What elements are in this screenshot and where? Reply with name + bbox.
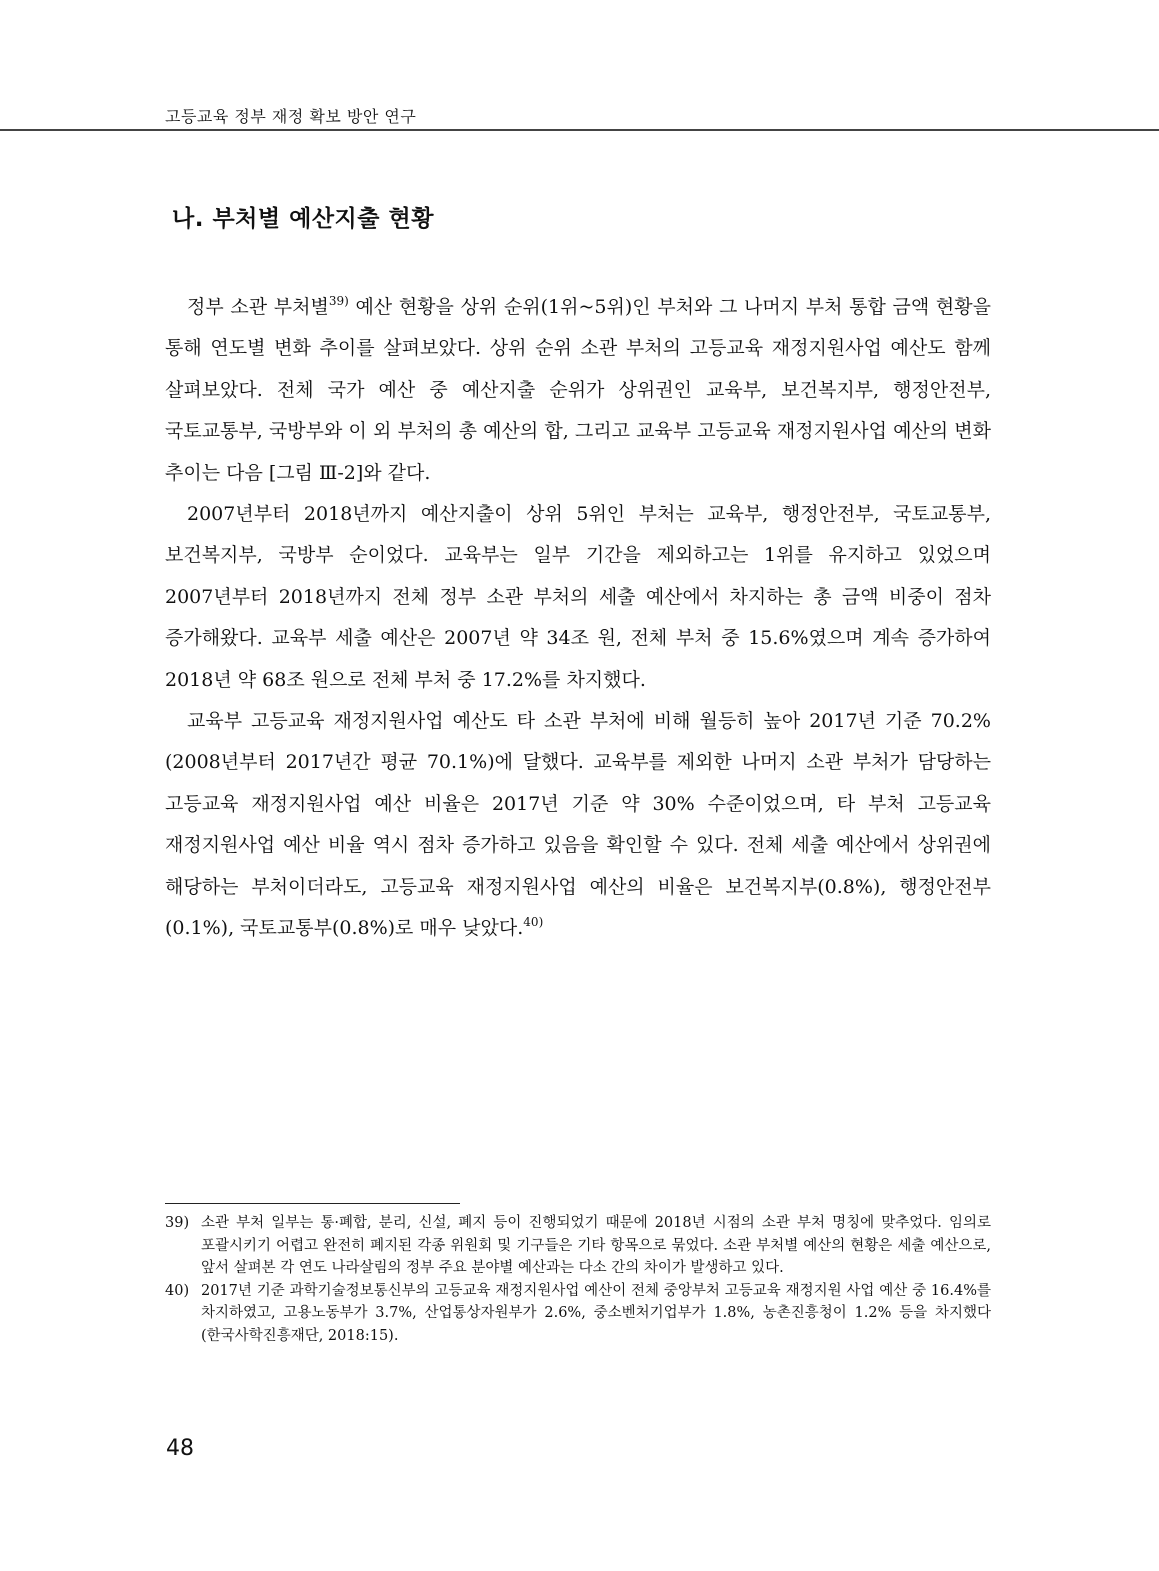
footnote-text: 2017년 기준 과학기술정보통신부의 고등교육 재정지원사업 예산이 전체 중앙부처 고등교육 재정지원 사업 예산 중 16.4%를 차지하였고, 고용노동부가 3.7%, 산업통상자원부가 2.6%, 중소벤처기업부가 1.8%, 농촌진흥청이 1.2% 등을 차지했다(한국사학진흥재단, 2018:15). bbox=[201, 1282, 991, 1344]
body-text bbox=[165, 287, 991, 950]
footnote-39 bbox=[165, 1212, 991, 1280]
header-rule bbox=[0, 129, 1159, 131]
paragraph-3-text: 교육부 고등교육 재정지원사업 예산도 타 소관 부처에 비해 월등히 높아 2017년 기준 70.2%(2008년부터 2017년간 평균 70.1%)에 달했다. 교육부를 제외한 나머지 소관 부처가 담당하는 고등교육 재정지원사업 예산 비율은 2017년 기준 약 30% 수준이었으며, 타 부처 고등교육 재정지원사업 예산 비율 역시 점차 증가하고 있음을 확인할 수 있다. 전체 세출 예산에서 상위권에 해당하는 부처이더라도, 고등교육 재정지원사업 예산의 비율은 보건복지부(0.8%), 행정안전부(0.1%), 국토교통부(0.8%)로 매우 낮았다. bbox=[165, 710, 991, 940]
paragraph-1-text-b: 예산 현황을 상위 순위(1위~5위)인 부처와 그 나머지 부처 통합 금액 현황을 통해 연도별 변화 추이를 살펴보았다. 상위 순위 소관 부처의 고등교육 재정지원사업 예산도 함께 살펴보았다. 전체 국가 예산 중 예산지출 순위가 상위권인 교육부, 보건복지부, 행정안전부, 국토교통부, 국방부와 이 외 부처의 총 예산의 합, 그리고 교육부 고등교육 재정지원사업 예산의 변화 추이는 다음 [그림 Ⅲ-2]와 같다. bbox=[165, 296, 991, 484]
section-title: 나. 부처별 예산지출 현황 bbox=[172, 206, 434, 232]
paragraph-3 bbox=[165, 701, 991, 949]
footnote-number: 39) bbox=[165, 1215, 190, 1231]
footnote-number: 40) bbox=[165, 1282, 190, 1299]
paragraph-1 bbox=[165, 287, 991, 494]
page-number: 48 bbox=[166, 1436, 194, 1461]
footnote-rule bbox=[165, 1203, 460, 1204]
running-header: 고등교육 정부 재정 확보 방안 연구 bbox=[165, 107, 417, 126]
footnote-text: 소관 부처 일부는 통·폐합, 분리, 신설, 폐지 등이 진행되었기 때문에 2018년 시점의 소관 부처 명칭에 맞추었다. 임의로 포괄시키기 어렵고 완전히 폐지된 각종 위원회 및 기구들은 기타 항목으로 묶었다. 소관 부처별 예산의 현황은 세출 예산으로, 앞서 살펴본 각 연도 나라살림의 정부 주요 분야별 예산과는 다소 간의 차이가 발생하고 있다. bbox=[201, 1215, 991, 1276]
footnotes bbox=[165, 1212, 991, 1347]
footnote-ref-39[interactable]: 39) bbox=[328, 294, 349, 308]
paragraph-1-text-a: 정부 소관 부처별 bbox=[187, 296, 329, 318]
footnote-40 bbox=[165, 1280, 991, 1348]
paragraph-2: 2007년부터 2018년까지 예산지출이 상위 5위인 부처는 교육부, 행정안전부, 국토교통부, 보건복지부, 국방부 순이었다. 교육부는 일부 기간을 제외하고는 1위를 유지하고 있었으며 2007년부터 2018년까지 전체 정부 소관 부처의 세출 예산에서 차지하는 총 금액 비중이 점차 증가해왔다. 교육부 세출 예산은 2007년 약 34조 원, 전체 부처 중 15.6%였으며 계속 증가하여 2018년 약 68조 원으로 전체 부처 중 17.2%를 차지했다. bbox=[165, 503, 991, 691]
footnote-ref-40[interactable]: 40) bbox=[523, 915, 544, 930]
